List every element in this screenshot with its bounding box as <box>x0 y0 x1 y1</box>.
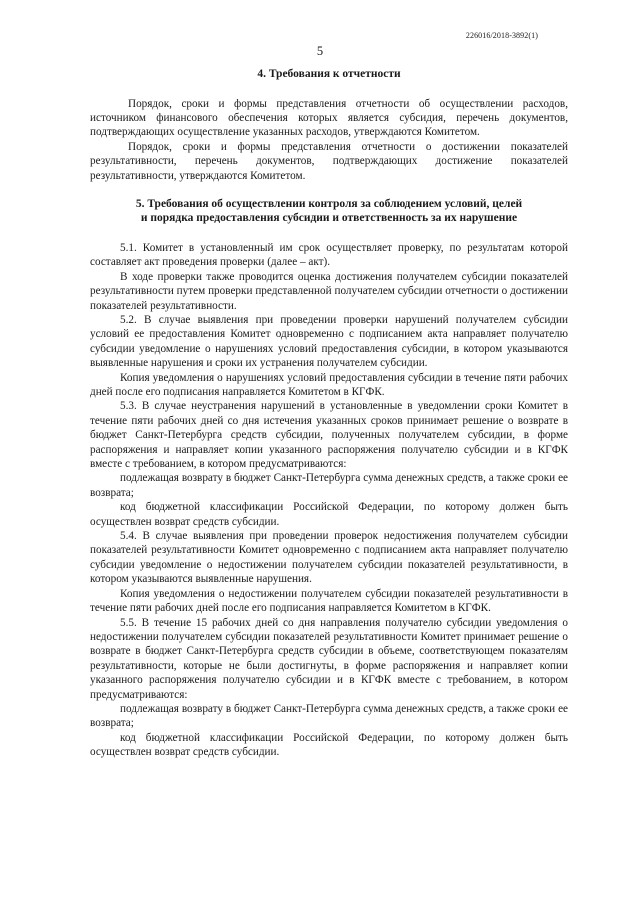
section-5-title-line-2: и порядка предоставления субсидии и ответственность за их нарушение <box>140 212 518 225</box>
section-4-title: 4. Требования к отчетности <box>257 68 401 80</box>
document-number: 226016/2018-3892(1) <box>465 31 538 40</box>
section-5-paragraph: 5.2. В случае выявления при проведении проверки нарушений получателем субсидии условий ее предоставления Комитет одновременно с подписанием акта направляет получателю субсидии уведомление о нарушениях условий предоставления субсидии, в котором указываются выявленные нарушения и сроки их устранения получателем субсидии. <box>90 313 568 370</box>
section-5-paragraph: 5.3. В случае неустранения нарушений в установленные в уведомлении сроки Комитет в течение пяти рабочих дней со дня истечения указанных сроков принимает решение о возврате в бюджет Санкт-Петербурга средств субсидии, полученных получателем субсидии, в форме распоряжения и направляет копии указанного распоряжения получателю субсидии и в КГФК вместе с требованием, в котором предусматриваются: <box>90 400 568 471</box>
section-5-title-line-1: 5. Требования об осуществлении контроля за соблюдением условий, целей <box>135 197 523 210</box>
section-4-paragraph: Порядок, сроки и формы представления отчетности об осуществлении расходов, источником финансового обеспечения которых является субсидия, перечень документов, подтверждающих осуществление указанных расходов, утверждаются Комитетом. <box>90 97 568 139</box>
section-5-paragraph: Копия уведомления о нарушениях условий предоставления субсидии в течение пяти рабочих дней после его подписания направляется Комитетом в КГФК. <box>90 371 568 398</box>
section-5-paragraph: код бюджетной классификации Российской Федерации, по которому должен быть осуществлен возврат средств субсидии. <box>90 501 568 528</box>
section-5-paragraph: 5.4. В случае выявления при проведении проверок недостижения получателем субсидии показателей результативности Комитет одновременно с подписанием акта направляет получателю субсидии уведомление о недостижении получателем субсидии показателей результативности, в котором указываются выявленные нарушения. <box>90 530 568 586</box>
page-number: 5 <box>316 44 324 58</box>
section-5-paragraph: код бюджетной классификации Российской Федерации, по которому должен быть осуществлен возврат средств субсидии. <box>90 731 568 759</box>
section-5-paragraph: Копия уведомления о недостижении получателем субсидии показателей результативности в течение пяти рабочих дней после его подписания направляется Комитетом в КГФК. <box>90 587 568 615</box>
document-body <box>90 64 568 760</box>
section-5-paragraph: 5.1. Комитет в установленный им срок осуществляет проверку, по результатам которой составляет акт проведения проверки (далее – акт). <box>90 241 568 269</box>
section-5 <box>90 197 568 760</box>
section-5-title <box>90 197 568 226</box>
section-5-paragraph: подлежащая возврату в бюджет Санкт-Петербурга сумма денежных средств, а также сроки ее возврата; <box>90 472 568 499</box>
section-5-paragraph: подлежащая возврату в бюджет Санкт-Петербурга сумма денежных средств, а также сроки ее возврата; <box>90 702 568 730</box>
section-5-paragraph: 5.5. В течение 15 рабочих дней со дня направления получателю субсидии уведомления о недостижении получателем субсидии показателей результативности Комитет принимает решение о возврате в бюджет Санкт-Петербурга средств субсидии в объеме, соответствующем показателям результативности, которые не были достигнуты, в форме распоряжения и направляет копии указанного распоряжения получателю субсидии и в КГФК вместе с требованием, в котором предусматриваются: <box>90 616 568 701</box>
section-4-paragraph: Порядок, сроки и формы представления отчетности о достижении показателей результативности, перечень документов, подтверждающих достижение показателей результативности, утверждаются Комитетом. <box>90 140 568 182</box>
section-5-paragraph: В ходе проверки также проводится оценка достижения получателем субсидии показателей результативности путем проверки представленной получателем субсидии отчетности о достижении показателей результативности. <box>90 270 568 312</box>
section-4 <box>90 67 568 183</box>
